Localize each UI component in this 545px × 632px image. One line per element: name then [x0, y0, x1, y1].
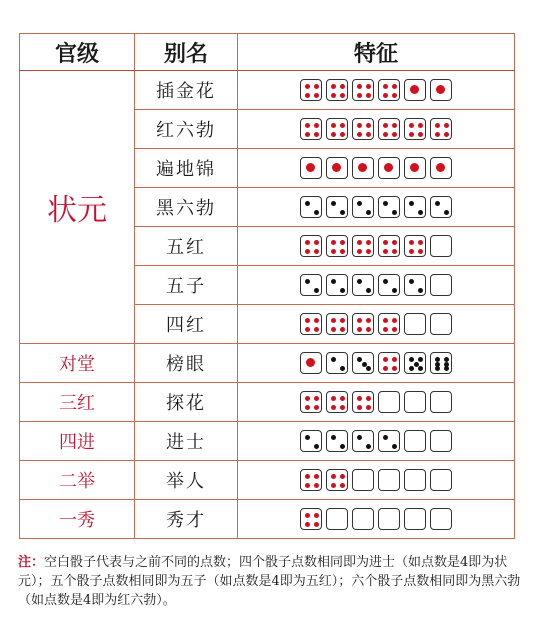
- pip: [366, 405, 371, 410]
- pip: [331, 279, 336, 284]
- pip: [305, 474, 310, 479]
- die-4-icon: [352, 118, 374, 140]
- pip: [357, 123, 362, 128]
- dice-group: [300, 430, 452, 452]
- table-row: [20, 461, 515, 500]
- die-1-icon: [378, 157, 400, 179]
- pip: [444, 123, 449, 128]
- pip: [383, 357, 388, 362]
- pip: [305, 435, 310, 440]
- pip: [331, 327, 336, 332]
- header-row: [20, 34, 515, 71]
- die-2-icon: [352, 430, 374, 452]
- pip: [357, 93, 362, 98]
- pip: [444, 132, 449, 137]
- pip: [305, 279, 310, 284]
- pip: [418, 210, 423, 215]
- pip: [392, 132, 397, 137]
- pip: [366, 123, 371, 128]
- pip: [435, 201, 440, 206]
- pip: [436, 163, 445, 172]
- pip: [314, 123, 319, 128]
- header-name: 别名: [135, 34, 238, 71]
- die-4-icon: [326, 469, 348, 491]
- table-row: [20, 344, 515, 383]
- die-2-icon: [404, 274, 426, 296]
- pip: [340, 132, 345, 137]
- die-1-icon: [352, 157, 374, 179]
- table-row: [20, 383, 515, 422]
- die-2-icon: [378, 430, 400, 452]
- pip: [305, 513, 310, 518]
- pip: [392, 93, 397, 98]
- alias-cell: 榜眼: [135, 344, 238, 383]
- alias-cell: 红六勃: [135, 110, 238, 149]
- die-4-icon: [378, 352, 400, 374]
- dice-feature-cell: [238, 266, 515, 305]
- die-4-icon: [404, 118, 426, 140]
- die-1-icon: [430, 157, 452, 179]
- pip: [357, 396, 362, 401]
- dice-group: [300, 508, 452, 530]
- blank-die-icon: [430, 391, 452, 413]
- pip: [357, 249, 362, 254]
- pip: [418, 357, 423, 362]
- pip: [314, 513, 319, 518]
- die-2-icon: [326, 352, 348, 374]
- dice-group: [300, 274, 452, 296]
- die-1-icon: [300, 352, 322, 374]
- pip: [305, 249, 310, 254]
- footnote-label: 注：: [18, 555, 45, 570]
- blank-die-icon: [430, 508, 452, 530]
- pip: [340, 288, 345, 293]
- blank-die-icon: [378, 469, 400, 491]
- pip: [383, 249, 388, 254]
- pip: [305, 396, 310, 401]
- blank-die-icon: [404, 313, 426, 335]
- pip: [340, 483, 345, 488]
- die-4-icon: [300, 508, 322, 530]
- pip: [314, 396, 319, 401]
- blank-die-icon: [352, 508, 374, 530]
- pip: [340, 327, 345, 332]
- pip: [331, 318, 336, 323]
- table-row: [20, 71, 515, 110]
- dice-group: [300, 235, 452, 257]
- pip: [340, 240, 345, 245]
- die-4-icon: [352, 313, 374, 335]
- pip: [366, 396, 371, 401]
- dice-feature-cell: [238, 188, 515, 227]
- rank-cell: 三红: [20, 383, 135, 422]
- pip: [314, 444, 319, 449]
- dice-group: [300, 469, 452, 491]
- pip: [306, 163, 315, 172]
- pip: [392, 210, 397, 215]
- pip: [366, 93, 371, 98]
- alias-cell: 插金花: [135, 71, 238, 110]
- rank-cell: 四进: [20, 422, 135, 461]
- die-4-icon: [326, 235, 348, 257]
- pip: [392, 327, 397, 332]
- pip: [358, 163, 367, 172]
- die-2-icon: [326, 274, 348, 296]
- blank-die-icon: [404, 508, 426, 530]
- pip: [314, 405, 319, 410]
- pip: [444, 366, 449, 371]
- die-2-icon: [300, 430, 322, 452]
- pip: [340, 318, 345, 323]
- pip: [366, 132, 371, 137]
- blank-die-icon: [430, 235, 452, 257]
- rank-cell: 对堂: [20, 344, 135, 383]
- pip: [357, 435, 362, 440]
- die-5-icon: [404, 352, 426, 374]
- dice-feature-cell: [238, 110, 515, 149]
- pip: [366, 240, 371, 245]
- pip: [331, 240, 336, 245]
- pip: [357, 132, 362, 137]
- pip: [418, 288, 423, 293]
- die-2-icon: [326, 430, 348, 452]
- pip: [305, 201, 310, 206]
- pip: [366, 249, 371, 254]
- pip: [418, 249, 423, 254]
- pip: [331, 435, 336, 440]
- pip: [357, 84, 362, 89]
- pip: [383, 279, 388, 284]
- pip: [331, 132, 336, 137]
- pip: [357, 201, 362, 206]
- pip: [435, 123, 440, 128]
- pip: [331, 201, 336, 206]
- pip: [444, 210, 449, 215]
- pip: [340, 366, 345, 371]
- pip: [392, 249, 397, 254]
- blank-die-icon: [430, 430, 452, 452]
- pip: [383, 84, 388, 89]
- rank-cell: 状元: [20, 71, 135, 344]
- blank-die-icon: [378, 391, 400, 413]
- die-4-icon: [352, 79, 374, 101]
- dice-group: [300, 118, 452, 140]
- dice-group: [300, 157, 452, 179]
- header-rank: 官级: [20, 34, 135, 71]
- pip: [306, 358, 315, 367]
- pip: [366, 366, 371, 371]
- pip: [392, 84, 397, 89]
- die-1-icon: [404, 79, 426, 101]
- pip: [435, 366, 440, 371]
- pip: [366, 210, 371, 215]
- pip: [340, 123, 345, 128]
- blank-die-icon: [430, 274, 452, 296]
- pip: [418, 366, 423, 371]
- pip: [383, 132, 388, 137]
- die-4-icon: [300, 79, 322, 101]
- die-4-icon: [326, 391, 348, 413]
- dice-rank-table: [19, 33, 515, 539]
- die-1-icon: [326, 157, 348, 179]
- pip: [314, 288, 319, 293]
- pip: [331, 474, 336, 479]
- pip: [305, 132, 310, 137]
- die-1-icon: [430, 79, 452, 101]
- table-row: [20, 500, 515, 539]
- pip: [314, 240, 319, 245]
- dice-group: [300, 196, 452, 218]
- pip: [314, 474, 319, 479]
- die-4-icon: [378, 79, 400, 101]
- pip: [305, 123, 310, 128]
- pip: [305, 84, 310, 89]
- pip: [314, 522, 319, 527]
- header-feature: 特征: [238, 34, 515, 71]
- die-4-icon: [326, 118, 348, 140]
- blank-die-icon: [326, 508, 348, 530]
- pip: [366, 84, 371, 89]
- pip: [331, 357, 336, 362]
- pip: [357, 318, 362, 323]
- pip: [357, 240, 362, 245]
- die-2-icon: [378, 196, 400, 218]
- pip: [314, 483, 319, 488]
- pip: [418, 240, 423, 245]
- pip: [314, 249, 319, 254]
- pip: [392, 366, 397, 371]
- alias-cell: 五子: [135, 266, 238, 305]
- pip: [314, 132, 319, 137]
- dice-feature-cell: [238, 461, 515, 500]
- pip: [331, 123, 336, 128]
- die-2-icon: [378, 274, 400, 296]
- pip: [314, 93, 319, 98]
- pip: [331, 84, 336, 89]
- pip: [331, 483, 336, 488]
- die-2-icon: [300, 196, 322, 218]
- pip: [383, 93, 388, 98]
- dice-group: [300, 391, 452, 413]
- dice-feature-cell: [238, 422, 515, 461]
- dice-feature-cell: [238, 71, 515, 110]
- pip: [409, 366, 414, 371]
- alias-cell: 探花: [135, 383, 238, 422]
- pip: [436, 85, 445, 94]
- die-4-icon: [404, 235, 426, 257]
- pip: [357, 279, 362, 284]
- blank-die-icon: [378, 508, 400, 530]
- pip: [331, 249, 336, 254]
- die-2-icon: [300, 274, 322, 296]
- die-4-icon: [300, 469, 322, 491]
- die-2-icon: [352, 274, 374, 296]
- pip: [392, 288, 397, 293]
- pip: [418, 123, 423, 128]
- pip: [340, 396, 345, 401]
- die-3-icon: [352, 352, 374, 374]
- pip: [409, 249, 414, 254]
- alias-cell: 黑六勃: [135, 188, 238, 227]
- pip: [409, 240, 414, 245]
- pip: [383, 318, 388, 323]
- dice-group: [300, 352, 452, 374]
- pip: [331, 396, 336, 401]
- pip: [392, 357, 397, 362]
- pip: [331, 93, 336, 98]
- pip: [409, 279, 414, 284]
- alias-cell: 遍地锦: [135, 149, 238, 188]
- die-2-icon: [326, 196, 348, 218]
- pip: [409, 201, 414, 206]
- blank-die-icon: [430, 313, 452, 335]
- pip: [409, 132, 414, 137]
- die-4-icon: [430, 118, 452, 140]
- pip: [314, 84, 319, 89]
- blank-die-icon: [430, 469, 452, 491]
- dice-feature-cell: [238, 383, 515, 422]
- pip: [366, 444, 371, 449]
- pip: [340, 84, 345, 89]
- die-2-icon: [352, 196, 374, 218]
- pip: [305, 318, 310, 323]
- pip: [357, 405, 362, 410]
- dice-group: [300, 79, 452, 101]
- footnote-text: 空白骰子代表与之前不同的点数；四个骰子点数相同即为进士（如点数是4即为状元）；五个骰子点数相同即为五子（如点数是4即为五红）；六个骰子点数相同即为黑六勃（如点数是4即为红六勃）。: [18, 555, 521, 608]
- footnote: [18, 553, 528, 610]
- pip: [340, 444, 345, 449]
- table-row: [20, 422, 515, 461]
- die-4-icon: [352, 235, 374, 257]
- pip: [305, 93, 310, 98]
- dice-feature-cell: [238, 305, 515, 344]
- dice-feature-cell: [238, 149, 515, 188]
- pip: [314, 327, 319, 332]
- alias-cell: 举人: [135, 461, 238, 500]
- die-4-icon: [326, 313, 348, 335]
- die-4-icon: [378, 313, 400, 335]
- pip: [366, 327, 371, 332]
- rank-cell: 一秀: [20, 500, 135, 539]
- pip: [366, 318, 371, 323]
- die-4-icon: [300, 118, 322, 140]
- pip: [366, 288, 371, 293]
- pip: [392, 123, 397, 128]
- alias-cell: 四红: [135, 305, 238, 344]
- pip: [392, 318, 397, 323]
- rank-cell: 二举: [20, 461, 135, 500]
- pip: [410, 85, 419, 94]
- blank-die-icon: [352, 469, 374, 491]
- pip: [383, 366, 388, 371]
- blank-die-icon: [404, 430, 426, 452]
- die-4-icon: [300, 313, 322, 335]
- pip: [392, 444, 397, 449]
- die-2-icon: [404, 196, 426, 218]
- pip: [332, 163, 341, 172]
- pip: [383, 435, 388, 440]
- pip: [314, 210, 319, 215]
- blank-die-icon: [404, 391, 426, 413]
- pip: [392, 240, 397, 245]
- pip: [331, 405, 336, 410]
- pip: [383, 240, 388, 245]
- pip: [340, 93, 345, 98]
- pip: [305, 405, 310, 410]
- die-4-icon: [300, 391, 322, 413]
- pip: [357, 357, 362, 362]
- pip: [383, 327, 388, 332]
- die-1-icon: [404, 157, 426, 179]
- pip: [340, 249, 345, 254]
- pip: [314, 318, 319, 323]
- die-4-icon: [378, 118, 400, 140]
- pip: [435, 132, 440, 137]
- die-2-icon: [430, 196, 452, 218]
- pip: [409, 123, 414, 128]
- alias-cell: 五红: [135, 227, 238, 266]
- die-1-icon: [300, 157, 322, 179]
- pip: [410, 163, 419, 172]
- pip: [383, 201, 388, 206]
- die-6-icon: [430, 352, 452, 374]
- pip: [384, 163, 393, 172]
- dice-feature-cell: [238, 500, 515, 539]
- pip: [357, 327, 362, 332]
- pip: [305, 483, 310, 488]
- dice-feature-cell: [238, 344, 515, 383]
- alias-cell: 进士: [135, 422, 238, 461]
- pip: [383, 123, 388, 128]
- blank-die-icon: [404, 469, 426, 491]
- pip: [409, 357, 414, 362]
- die-4-icon: [352, 391, 374, 413]
- pip: [418, 132, 423, 137]
- dice-feature-cell: [238, 227, 515, 266]
- dice-group: [300, 313, 452, 335]
- pip: [305, 240, 310, 245]
- die-4-icon: [300, 235, 322, 257]
- pip: [340, 474, 345, 479]
- die-4-icon: [378, 235, 400, 257]
- pip: [340, 405, 345, 410]
- pip: [340, 210, 345, 215]
- pip: [305, 327, 310, 332]
- die-4-icon: [326, 79, 348, 101]
- alias-cell: 秀才: [135, 500, 238, 539]
- pip: [305, 522, 310, 527]
